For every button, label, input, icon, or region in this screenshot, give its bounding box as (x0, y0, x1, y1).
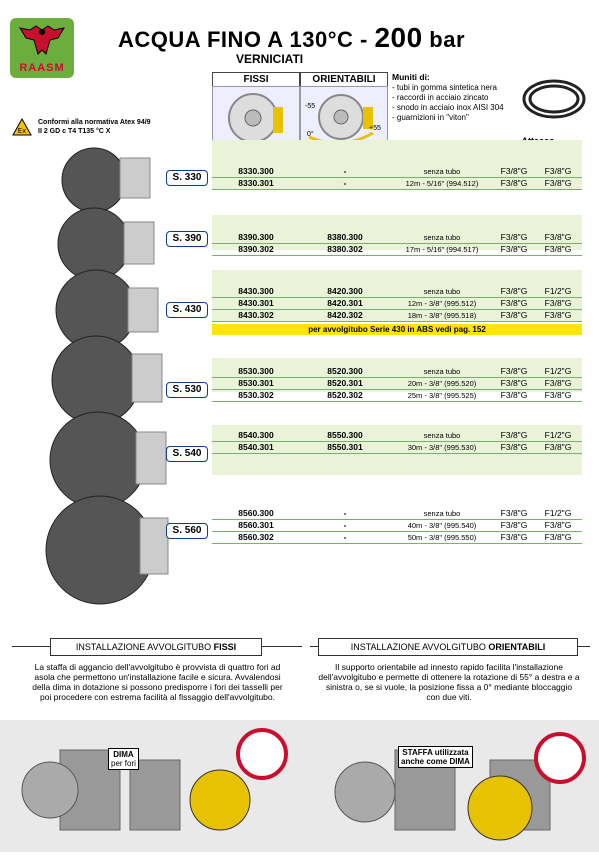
table-cell: F3/8"G (500, 178, 528, 188)
table-row (212, 430, 582, 442)
header-orientabili: ORIENTABILI (300, 72, 388, 88)
install-orient-text: Il supporto orientabile ad innesto rapido facilita l'installazione dell'avvolgitubo e permette di ottenere la rotazione di 55° a destra e a sinistra o, se si vuole, la posizione fissa a 0° mediante bloccaggio con due viti. (318, 662, 580, 702)
table-cell: F3/8"G (500, 508, 528, 518)
series-label: S. 430 (166, 302, 208, 318)
feature-item: - guarnizioni in "viton" (392, 113, 469, 122)
table-cell: F3/8"G (544, 244, 572, 254)
table-cell: - (343, 166, 347, 176)
table-cell: 40m - 3/8" (995.540) (407, 521, 477, 530)
table-cell: senza tubo (423, 233, 461, 242)
title-unit: bar (422, 27, 466, 52)
table-cell: 8390.300 (238, 232, 274, 242)
series-label: S. 390 (166, 231, 208, 247)
table-cell: F3/8"G (500, 520, 528, 530)
table-row (212, 286, 582, 298)
table-cell: F3/8"G (544, 298, 572, 308)
brand-logo (10, 18, 74, 78)
table-cell: senza tubo (423, 287, 461, 296)
table-cell: F3/8"G (500, 378, 528, 388)
table-row (212, 378, 582, 390)
orient-zero-label: 0° (307, 131, 314, 138)
table-cell: 30m - 3/8" (995.530) (407, 443, 477, 452)
installation-illustrations (0, 720, 599, 852)
table-cell: 8520.300 (327, 366, 363, 376)
table-cell: 8420.302 (327, 310, 363, 320)
table-cell: 17m - 5/16" (994.517) (405, 245, 479, 254)
table-cell: senza tubo (423, 167, 461, 176)
table-cell: F1/2"G (544, 430, 572, 440)
table-row (212, 532, 582, 544)
table-row (212, 244, 582, 256)
table-cell: 50m - 3/8" (995.550) (407, 533, 477, 542)
page-title (118, 22, 465, 54)
table-row (212, 442, 582, 454)
table-cell: 8380.302 (327, 244, 363, 254)
svg-text:Ex: Ex (17, 127, 27, 135)
table-cell: F3/8"G (544, 378, 572, 388)
atex-line-2: II 2 GD c T4 T135 °C X (38, 128, 111, 135)
table-cell: senza tubo (423, 509, 461, 518)
table-cell: 8380.300 (327, 232, 363, 242)
table-cell: F1/2"G (544, 366, 572, 376)
table-cell: 25m - 3/8" (995.525) (407, 391, 477, 400)
table-row (212, 390, 582, 402)
series-label: S. 530 (166, 382, 208, 398)
table-cell: F1/2"G (544, 508, 572, 518)
table-cell: - (343, 508, 347, 518)
eagle-icon (18, 24, 66, 58)
install-fissi-text: La staffa di aggancio dell'avvolgitubo è provvista di quattro fori ad asola che permettono un'installazione facile e sicura. Avvalendosi della dima in dotazione si possono predisporre i fori dei tasselli per poi procedere con estrema facilità al fissaggio dell'avvolgitubo. (32, 662, 283, 702)
table-cell: 8560.301 (238, 520, 274, 530)
table-cell: 8330.301 (238, 178, 274, 188)
page-subtitle: VERNICIATI (236, 52, 304, 66)
table-cell: 8520.301 (327, 378, 363, 388)
table-cell: F3/8"G (544, 442, 572, 452)
table-cell: F3/8"G (500, 166, 528, 176)
table-cell: F3/8"G (500, 532, 528, 542)
table-cell: 8430.300 (238, 286, 274, 296)
table-cell: 8430.301 (238, 298, 274, 308)
abs-note: per avvolgitubo Serie 430 in ABS vedi pag. 152 (212, 324, 582, 335)
table-cell: 8520.302 (327, 390, 363, 400)
table-cell: 8560.302 (238, 532, 274, 542)
table-cell: 8560.300 (238, 508, 274, 518)
table-cell: F3/8"G (500, 244, 528, 254)
table-cell: 8530.302 (238, 390, 274, 400)
table-cell: F3/8"G (500, 430, 528, 440)
table-cell: F3/8"G (544, 166, 572, 176)
table-row (212, 232, 582, 244)
table-cell: 12m - 5/16" (994.512) (405, 179, 479, 188)
table-cell: 8420.301 (327, 298, 363, 308)
table-cell: 8390.302 (238, 244, 274, 254)
orient-plus-label: +55 (369, 125, 381, 132)
table-cell: senza tubo (423, 431, 461, 440)
title-pressure: 200 (374, 22, 423, 53)
table-row (212, 310, 582, 322)
feature-item: - raccordi in acciaio zincato (392, 93, 489, 102)
install-orient-heading: INSTALLAZIONE AVVOLGITUBO ORIENTABILI (318, 638, 578, 656)
table-cell: 8530.301 (238, 378, 274, 388)
features-heading: Muniti di: (392, 72, 430, 82)
table-cell: 8420.300 (327, 286, 363, 296)
orient-minus-label: -55 (305, 103, 316, 110)
table-cell: F3/8"G (544, 520, 572, 530)
hose-icon (520, 74, 588, 124)
table-cell: 18m - 3/8" (995.518) (407, 311, 477, 320)
table-cell: F3/8"G (500, 310, 528, 320)
table-cell: 8330.300 (238, 166, 274, 176)
title-main: ACQUA FINO A 130°C - (118, 27, 375, 52)
table-cell: F1/2"G (544, 286, 572, 296)
table-row (212, 366, 582, 378)
table-row (212, 520, 582, 532)
table-cell: 8550.300 (327, 430, 363, 440)
table-row (212, 166, 582, 178)
features-list (392, 72, 504, 123)
table-cell: F3/8"G (544, 532, 572, 542)
table-cell: - (343, 532, 347, 542)
series-label: S. 540 (166, 446, 208, 462)
table-row (212, 508, 582, 520)
table-cell: F3/8"G (544, 390, 572, 400)
brand-name: RAASM (19, 62, 65, 74)
table-cell: F3/8"G (500, 298, 528, 308)
header-fissi: FISSI (212, 72, 300, 88)
table-cell: - (343, 178, 347, 188)
table-row (212, 298, 582, 310)
series-label: S. 560 (166, 523, 208, 539)
table-cell: - (343, 520, 347, 530)
table-cell: 8540.301 (238, 442, 274, 452)
table-row (212, 178, 582, 190)
table-cell: 8550.301 (327, 442, 363, 452)
installation-steps-image (0, 720, 599, 852)
table-cell: F3/8"G (500, 390, 528, 400)
dima-callout: DIMA per fori (108, 748, 139, 770)
table-cell: 8430.302 (238, 310, 274, 320)
atex-compliance (38, 118, 151, 136)
table-cell: 8540.300 (238, 430, 274, 440)
table-cell: F3/8"G (500, 232, 528, 242)
feature-item: - snodo in acciaio inox AISI 304 (392, 103, 504, 112)
atex-icon (12, 118, 32, 136)
table-cell: F3/8"G (500, 286, 528, 296)
table-cell: F3/8"G (500, 366, 528, 376)
table-cell: F3/8"G (500, 442, 528, 452)
table-cell: F3/8"G (544, 178, 572, 188)
table-cell: senza tubo (423, 367, 461, 376)
series-label: S. 330 (166, 170, 208, 186)
table-cell: F3/8"G (544, 310, 572, 320)
table-cell: 8530.300 (238, 366, 274, 376)
install-fissi-heading: INSTALLAZIONE AVVOLGITUBO FISSI (50, 638, 262, 656)
feature-item: - tubi in gomma sintetica nera (392, 83, 497, 92)
table-cell: F3/8"G (544, 232, 572, 242)
reels-stack-image (24, 140, 169, 630)
staffa-callout: STAFFA utilizzata anche come DIMA (398, 746, 473, 768)
table-cell: 12m - 3/8" (995.512) (407, 299, 477, 308)
atex-line-1: Conformi alla normativa Atex 94/9 (38, 119, 151, 126)
table-cell: 20m - 3/8" (995.520) (407, 379, 477, 388)
